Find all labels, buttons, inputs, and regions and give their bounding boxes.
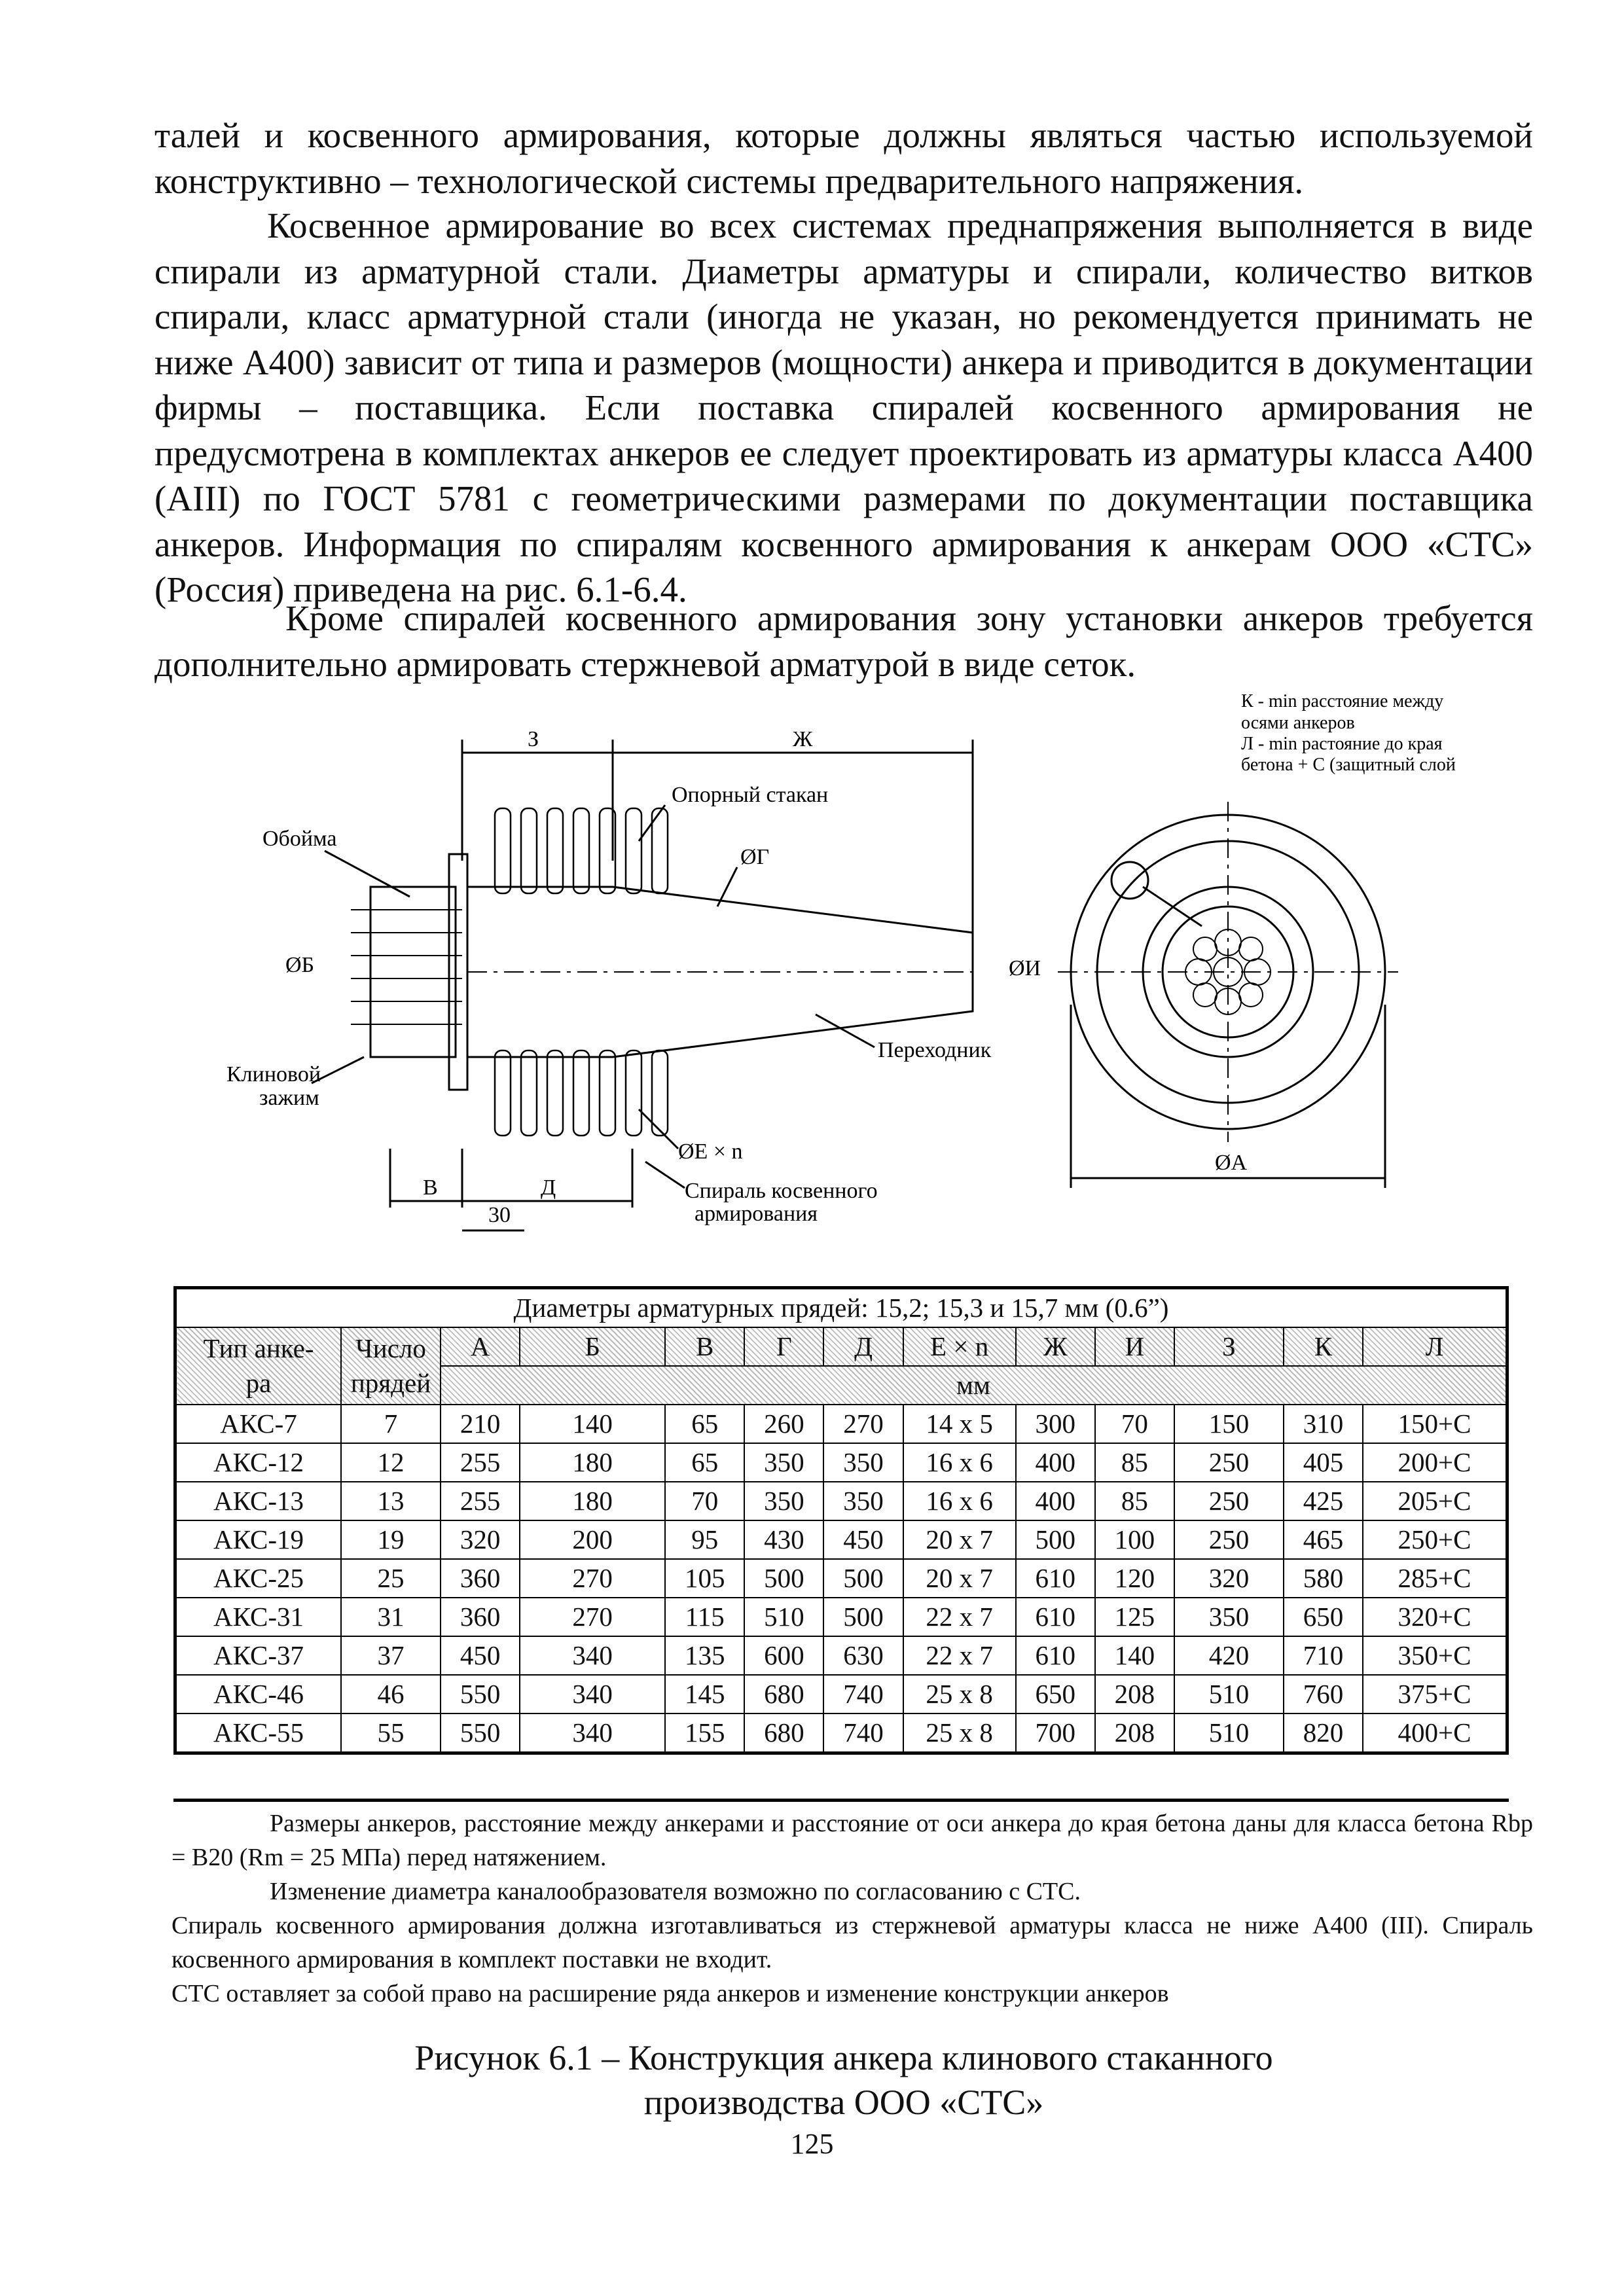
table-cell: 340 [520,1713,665,1753]
label-oboima: Обойма [262,827,337,851]
table-cell: 200 [520,1520,665,1559]
table-cell: 255 [441,1482,520,1520]
table-cell: 420 [1174,1636,1284,1675]
header-type-line1: Тип анке- [203,1333,314,1363]
table-cell: 340 [520,1636,665,1675]
header-count-line2: прядей [350,1368,431,1398]
dim-v: В [423,1175,438,1200]
header-count [341,1327,441,1405]
table-title: Диаметры арматурных прядей: 15,2; 15,3 и 15,7 мм (0.6”) [175,1288,1507,1328]
table-cell: 140 [1095,1636,1174,1675]
row-type-cell: АКС-55 [175,1713,342,1753]
table-cell: 31 [341,1598,441,1636]
table-row [175,1713,1507,1753]
page-number: 125 [790,2128,834,2160]
table-cell: 350+С [1363,1636,1507,1675]
table-cell: 350 [1174,1598,1284,1636]
table-cell: 360 [441,1598,520,1636]
table-cell: 85 [1095,1443,1174,1482]
table-cell: 20 х 7 [903,1520,1016,1559]
dim-g: ØГ [740,845,770,869]
note-4: СТС оставляет за собой право на расширение ряда анкеров и изменение конструкции анкеров [171,1980,1169,2007]
legend-k-line1: К - min расстояние между [1241,691,1444,711]
table-cell: 95 [665,1520,744,1559]
row-type-cell: АКС-25 [175,1559,342,1598]
label-zazhim: зажим [259,1086,319,1110]
table-cell: 320 [441,1520,520,1559]
table-cell: 25 х 8 [903,1675,1016,1713]
table-cell: 320 [1174,1559,1284,1598]
legend-l-line2: бетона + С (защитный слой [1241,755,1456,775]
table-cell: 710 [1284,1636,1363,1675]
table-cell: 350 [823,1482,903,1520]
table-cell: 100 [1095,1520,1174,1559]
header-v: В [665,1327,744,1366]
table-cell: 208 [1095,1675,1174,1713]
table-cell: 12 [341,1443,441,1482]
table-cell: 510 [1174,1713,1284,1753]
table-cell: 465 [1284,1520,1363,1559]
anchor-drawing [154,691,1533,1253]
table-cell: 205+С [1363,1482,1507,1520]
figure-caption-line1: Рисунок 6.1 – Конструкция анкера клинового стаканного [414,2038,1273,2077]
paragraph-3: Кроме спиралей косвенного армирования зону установки анкеров требуется дополнительно армировать стержневой арматурой в виде сеток. [154,598,1533,684]
table-cell: 650 [1284,1598,1363,1636]
table-row [175,1520,1507,1559]
header-k: К [1284,1327,1363,1366]
table-cell: 760 [1284,1675,1363,1713]
header-b: Б [520,1327,665,1366]
table-row [175,1675,1507,1713]
table-cell: 270 [520,1559,665,1598]
table-cell: 16 х 6 [903,1443,1016,1482]
table-cell: 300 [1016,1405,1095,1443]
table-cell: 115 [665,1598,744,1636]
legend-l-line1: Л - min растояние до края [1241,734,1443,754]
table-cell: 19 [341,1520,441,1559]
dim-i: ØИ [1009,956,1041,980]
table-cell: 250 [1174,1443,1284,1482]
table-cell: 600 [744,1636,823,1675]
label-spiral-2: армирования [695,1202,818,1226]
table-cell: 450 [823,1520,903,1559]
row-type-cell: АКС-31 [175,1598,342,1636]
table-cell: 22 х 7 [903,1636,1016,1675]
header-g: Г [744,1327,823,1366]
table-cell: 208 [1095,1713,1174,1753]
table-cell: 400 [1016,1443,1095,1482]
table-cell: 400 [1016,1482,1095,1520]
table-cell: 610 [1016,1636,1095,1675]
table-cell: 22 х 7 [903,1598,1016,1636]
table-cell: 250 [1174,1520,1284,1559]
table-cell: 510 [1174,1675,1284,1713]
table-cell: 70 [665,1482,744,1520]
table-cell: 350 [823,1443,903,1482]
table-cell: 360 [441,1559,520,1598]
table-cell: 37 [341,1636,441,1675]
table-cell: 500 [1016,1520,1095,1559]
table-cell: 125 [1095,1598,1174,1636]
table-cell: 500 [823,1559,903,1598]
table-cell: 350 [744,1443,823,1482]
table-cell: 250 [1174,1482,1284,1520]
table-cell: 430 [744,1520,823,1559]
figure-caption-line2: производства ООО «СТС» [643,2083,1044,2122]
table-cell: 210 [441,1405,520,1443]
table-cell: 200+С [1363,1443,1507,1482]
row-type-cell: АКС-19 [175,1520,342,1559]
dim-d: Д [541,1175,556,1200]
header-zh: Ж [1016,1327,1095,1366]
table-cell: 510 [744,1598,823,1636]
table-cell: 180 [520,1482,665,1520]
table-row [175,1598,1507,1636]
table-cell: 630 [823,1636,903,1675]
row-type-cell: АКС-12 [175,1443,342,1482]
table-cell: 250+С [1363,1520,1507,1559]
table-cell: 70 [1095,1405,1174,1443]
table-cell: 255 [441,1443,520,1482]
table-cell: 350 [744,1482,823,1520]
table-row [175,1443,1507,1482]
table-cell: 14 х 5 [903,1405,1016,1443]
row-type-cell: АКС-13 [175,1482,342,1520]
table-cell: 400+С [1363,1713,1507,1753]
table-cell: 105 [665,1559,744,1598]
table-cell: 650 [1016,1675,1095,1713]
dim-a: ØА [1215,1151,1248,1175]
table-cell: 285+С [1363,1559,1507,1598]
table-cell: 135 [665,1636,744,1675]
table-cell: 16 х 6 [903,1482,1016,1520]
table-cell: 270 [823,1405,903,1443]
label-opornyi-stakan: Опорный стакан [672,783,829,807]
note-2: Изменение диаметра каналообразователя возможно по согласованию с СТС. [270,1878,1081,1905]
table-cell: 610 [1016,1559,1095,1598]
table-cell: 180 [520,1443,665,1482]
table-cell: 500 [823,1598,903,1636]
table-cell: 260 [744,1405,823,1443]
table-cell: 145 [665,1675,744,1713]
table-cell: 700 [1016,1713,1095,1753]
table-cell: 25 [341,1559,441,1598]
header-z: З [1174,1327,1284,1366]
table-cell: 155 [665,1713,744,1753]
dim-30: 30 [488,1203,511,1227]
paragraph-2: Косвенное армирование во всех системах преднапряжения выполняется в виде спирали из арматурной стали. Диаметры арматуры и спирали, количество витков спирали, класс арматурной стали (иногда не указан, но рекомендуется принимать не ниже А400) зависит от типа и размеров (мощности) анкера и приводится в документации фирмы – поставщика. Если поставка спиралей косвенного армирования не предусмотрена в комплектах анкеров ее следует проектировать из арматуры класса А400 (АIII) по ГОСТ 5781 с геометрическими размерами по документации поставщика анкеров. Информация по спиралям косвенного армирования к анкерам ООО «СТС» (Россия) приведена на рис. 6.1-6.4. [154,206,1533,609]
dim-e: ØE × n [678,1139,743,1164]
header-d: Д [823,1327,903,1366]
label-klinovoi: Клиновой [226,1062,321,1086]
header-type [175,1327,342,1405]
table-cell: 85 [1095,1482,1174,1520]
table-cell: 46 [341,1675,441,1713]
table-cell: 500 [744,1559,823,1598]
table-cell: 65 [665,1405,744,1443]
paragraph-1: талей и косвенного армирования, которые должны являться частью используемой конструктивно – технологической системы предварительного напряжения. [154,115,1533,201]
table-cell: 25 х 8 [903,1713,1016,1753]
row-type-cell: АКС-46 [175,1675,342,1713]
header-count-line1: Число [355,1333,426,1363]
table-cell: 680 [744,1675,823,1713]
note-1: Размеры анкеров, расстояние между анкерами и расстояние от оси анкера до края бетона даны для класса бетона Rbp = B20 (Rm = 25 МПа) перед натяжением. [171,1810,1533,1871]
table-cell: 375+С [1363,1675,1507,1713]
table-cell: 550 [441,1675,520,1713]
table-cell: 740 [823,1675,903,1713]
table-cell: 270 [520,1598,665,1636]
table-row [175,1482,1507,1520]
legend-k-line2: осями анкеров [1241,713,1355,733]
anchor-dimensions-table [173,1286,1509,1755]
table-row [175,1636,1507,1675]
table-cell: 150+С [1363,1405,1507,1443]
table-cell: 580 [1284,1559,1363,1598]
header-type-line2: ра [245,1368,272,1398]
row-type-cell: АКС-37 [175,1636,342,1675]
table-cell: 150 [1174,1405,1284,1443]
table-cell: 20 х 7 [903,1559,1016,1598]
header-a: А [441,1327,520,1366]
label-perekhodnik: Переходник [878,1038,992,1062]
table-cell: 65 [665,1443,744,1482]
table-cell: 550 [441,1713,520,1753]
dim-b: ØБ [285,953,315,977]
table-row [175,1559,1507,1598]
header-unit: мм [441,1366,1507,1405]
table-cell: 740 [823,1713,903,1753]
header-i: И [1095,1327,1174,1366]
table-cell: 340 [520,1675,665,1713]
table-cell: 13 [341,1482,441,1520]
header-l: Л [1363,1327,1507,1366]
label-spiral-1: Спираль косвенного [685,1179,878,1203]
table-cell: 7 [341,1405,441,1443]
note-3: Спираль косвенного армирования должна изготавливаться из стержневой арматуры класса не ниже А400 (III). Спираль косвенного армирования в комплект поставки не входит. [171,1912,1533,1973]
table-cell: 310 [1284,1405,1363,1443]
table-cell: 405 [1284,1443,1363,1482]
header-e: E × n [903,1327,1016,1366]
table-cell: 450 [441,1636,520,1675]
table-cell: 610 [1016,1598,1095,1636]
dim-z: З [528,727,539,751]
table-cell: 55 [341,1713,441,1753]
table-cell: 320+С [1363,1598,1507,1636]
table-cell: 140 [520,1405,665,1443]
table-cell: 120 [1095,1559,1174,1598]
divider [173,1799,1509,1802]
table-row [175,1405,1507,1443]
table-cell: 425 [1284,1482,1363,1520]
table-cell: 820 [1284,1713,1363,1753]
table-cell: 680 [744,1713,823,1753]
dim-zh: Ж [793,727,813,751]
row-type-cell: АКС-7 [175,1405,342,1443]
